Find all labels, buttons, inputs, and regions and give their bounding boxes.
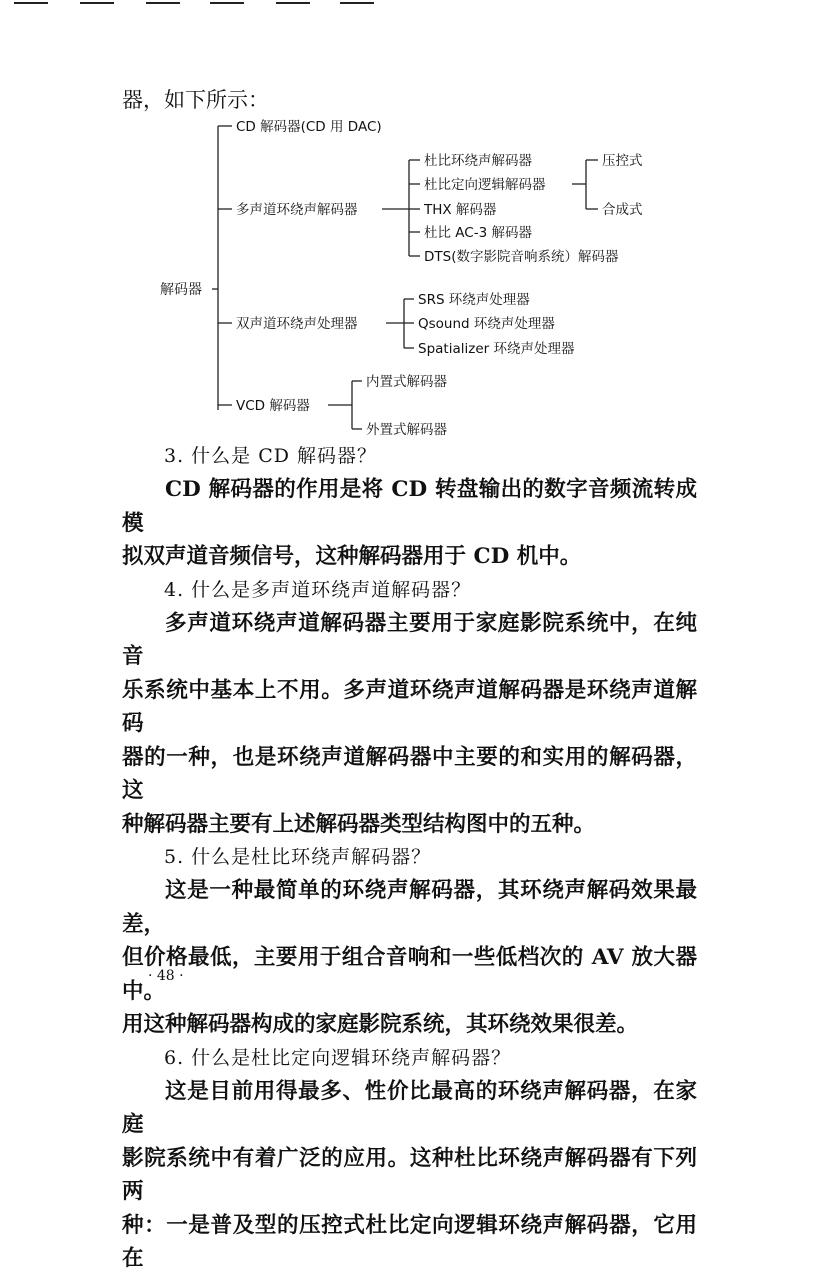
body-text [122, 440, 697, 1276]
tree-dts-decoder: DTS(数字影院音响系统）解码器 [424, 249, 619, 265]
decoder-type-tree [0, 0, 818, 450]
paragraph [122, 607, 697, 842]
tree-external-decoder: 外置式解码器 [366, 422, 447, 438]
text-line: 种解码器主要有上述解码器类型结构图中的五种。 [122, 811, 596, 837]
paragraph [122, 473, 697, 574]
tree-voltage-controlled: 压控式 [602, 153, 643, 169]
paragraph [122, 874, 697, 1042]
text-line: 器的一种，也是环绕声道解码器中主要的和实用的解码器，这 [122, 744, 697, 803]
section-heading: 3. 什么是 CD 解码器？ [164, 445, 378, 467]
tree-dolby-surround: 杜比环绕声解码器 [424, 153, 532, 169]
tree-multichannel-decoder: 多声道环绕声解码器 [236, 202, 358, 218]
text-line: 这是一种最简单的环绕声解码器，其环绕声解码效果最差， [122, 878, 697, 937]
tree-root-label: 解码器 [160, 282, 202, 298]
text-line: 乐系统中基本上不用。多声道环绕声道解码器是环绕声道解码 [122, 677, 697, 736]
tree-thx-decoder: THX 解码器 [424, 202, 497, 218]
text-line: 种：一是普及型的压控式杜比定向逻辑环绕声解码器，它用在 [122, 1212, 697, 1271]
tree-vcd-decoder: VCD 解码器 [236, 398, 310, 414]
text-line: 多声道环绕声道解码器主要用于家庭影院系统中，在纯音 [122, 610, 697, 669]
text-line: 拟双声道音频信号，这种解码器用于 CD 机中。 [122, 544, 582, 569]
text-line: 但价格最低，主要用于组合音响和一些低档次的 AV 放大器中。 [122, 945, 697, 1004]
text-line: CD 解码器的作用是将 CD 转盘输出的数字音频流转成模 [122, 477, 697, 536]
text-line: 这是目前用得最多、性价比最高的环绕声解码器，在家庭 [122, 1078, 697, 1137]
paragraph [122, 1075, 697, 1276]
section-heading: 5. 什么是杜比环绕声解码器？ [164, 846, 432, 868]
tree-built-in-decoder: 内置式解码器 [366, 374, 447, 390]
section-heading: 4. 什么是多声道环绕声道解码器？ [164, 578, 472, 601]
section-heading: 6. 什么是杜比定向逻辑环绕声解码器？ [164, 1046, 512, 1069]
page-number: · 48 · [148, 968, 184, 984]
text-line: 用这种解码器构成的家庭影院系统，其环绕效果很差。 [122, 1012, 639, 1037]
tree-dual-channel-processor: 双声道环绕声处理器 [236, 316, 358, 332]
tree-dolby-ac3: 杜比 AC-3 解码器 [424, 225, 532, 241]
tree-srs-processor: SRS 环绕声处理器 [418, 292, 530, 308]
intro-text: 器，如下所示： [122, 88, 269, 112]
tree-qsound-processor: Qsound 环绕声处理器 [418, 316, 555, 332]
tree-synthesized: 合成式 [602, 202, 643, 218]
text-line: 影院系统中有着广泛的应用。这种杜比环绕声解码器有下列两 [122, 1145, 697, 1204]
tree-dolby-pro-logic: 杜比定向逻辑解码器 [424, 177, 546, 193]
tree-cd-decoder: CD 解码器(CD 用 DAC) [236, 119, 382, 135]
tree-spatializer-processor: Spatializer 环绕声处理器 [418, 341, 575, 357]
